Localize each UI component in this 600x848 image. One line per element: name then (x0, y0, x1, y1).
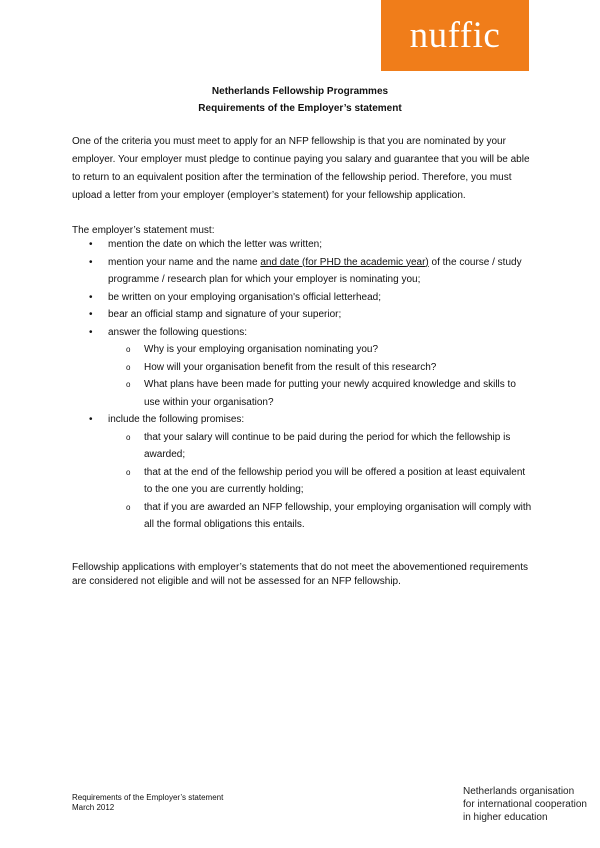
bullet-icon: • (89, 414, 93, 425)
bullet-icon: • (89, 256, 93, 268)
sub-list-item: o How will your organisation benefit from the result of this research? (108, 359, 532, 377)
footer-org-line: for international cooperation (463, 799, 587, 810)
nuffic-logo: nuffic (381, 0, 529, 71)
circle-bullet-icon: o (126, 502, 131, 512)
sub-list-item: o Why is your employing organisation nominating you? (108, 341, 532, 359)
list-item: • bear an official stamp and signature of your superior; (72, 306, 532, 324)
bullet-icon: • (89, 239, 93, 250)
document-header (0, 83, 600, 117)
intro-paragraph: One of the criteria you must meet to apply for an NFP fellowship is that you are nominated by your employer. Your employer must pledge to continue paying you salary and guarantee that you will be able to return to an equivalent position after the termination of the fellowship period. Therefore, you must upload a letter from your employer (employer’s statement) for your fellowship application. (72, 136, 530, 201)
circle-bullet-icon: o (126, 467, 131, 477)
list-intro: The employer’s statement must: (72, 225, 215, 236)
promises-list (108, 429, 532, 534)
list-item: • mention the date on which the letter was written; (72, 236, 532, 254)
sub-list-item: o that if you are awarded an NFP fellowship, your employing organisation will comply with all the formal obligations this entails. (108, 499, 532, 534)
sub-list-item: o What plans have been made for putting your newly acquired knowledge and skills to use within your organisation? (108, 376, 532, 411)
circle-bullet-icon: o (126, 380, 131, 389)
footer-org-line: Netherlands organisation (463, 786, 575, 797)
sub-list-item: o that at the end of the fellowship period you will be offered a position at least equivalent to the one you are currently holding; (108, 464, 532, 499)
document-title: Netherlands Fellowship Programmes (211, 86, 389, 97)
underlined-text: and date (for PHD the academic year) (260, 256, 429, 268)
list-item: • mention your name and the name and date (for PHD the academic year) of the course / study programme / research plan for which your employer is nominating you; (72, 254, 532, 289)
list-item: • be written on your employing organisation's official letterhead; (72, 289, 532, 307)
document-subtitle: Requirements of the Employer’s statement (198, 103, 402, 114)
circle-bullet-icon: o (126, 345, 131, 354)
sub-list-item: o that your salary will continue to be paid during the period for which the fellowship is awarded; (108, 429, 532, 464)
list-item: • include the following promises: o that your salary will continue to be paid during the period for which the fellowship is awarded; o that at the end of the fellowship period you will be offered a position at least equivalent to the one you are currently holding; o that if you are awarded an NFP fellowship, your employing organisation will comply with all the formal obligations this entails. (72, 411, 532, 534)
closing-paragraph: Fellowship applications with employer’s statements that do not meet the abovementioned requirements are considered not eligible and will not be assessed for an NFP fellowship. (72, 562, 528, 587)
footer-org-line: in higher education (463, 812, 548, 823)
bullet-icon: • (89, 309, 93, 320)
footer-date: March 2012 (72, 803, 115, 812)
footer-document-info (72, 793, 223, 813)
bullet-icon: • (89, 326, 93, 338)
questions-list (108, 341, 532, 411)
bullet-icon: • (89, 291, 93, 303)
footer-doc-title: Requirements of the Employer’s statement (72, 793, 224, 802)
footer-organisation (463, 785, 587, 824)
requirements-list (72, 236, 532, 534)
list-item: • answer the following questions: o Why is your employing organisation nominating you? o How will your organisation benefit from the result of this research? o What plans have been made for putting your newly acquired knowledge and skills to use within your organisation? (72, 324, 532, 412)
circle-bullet-icon: o (126, 362, 131, 372)
circle-bullet-icon: o (126, 432, 131, 442)
